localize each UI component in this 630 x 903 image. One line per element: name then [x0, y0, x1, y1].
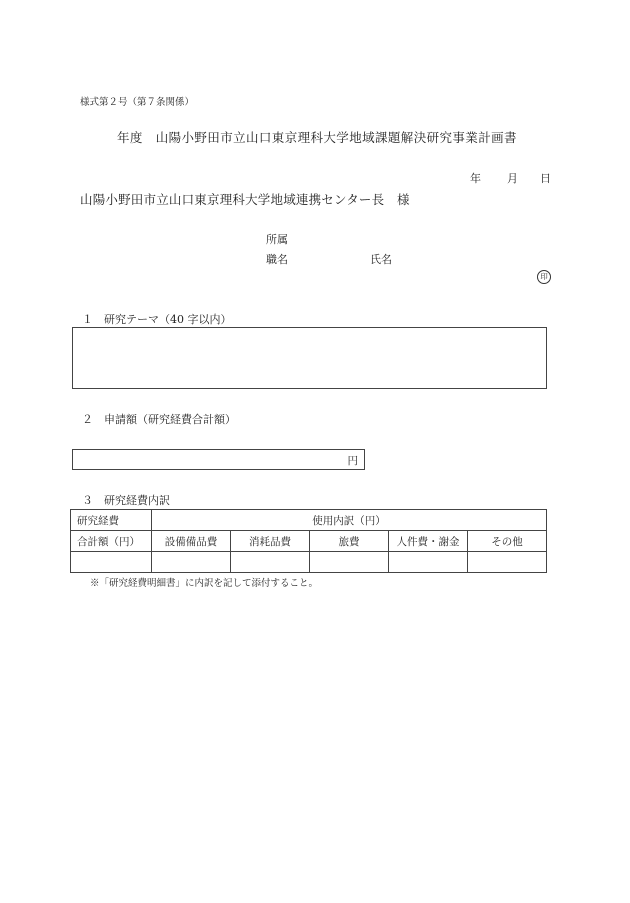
consumables-amount-cell[interactable] [231, 552, 310, 573]
column-equipment: 設備備品費 [152, 531, 231, 552]
breakdown-header: 使用内訳（円） [152, 510, 547, 531]
section-expense-breakdown-heading: ３ 研究経費内訳 [82, 494, 170, 507]
yen-unit-label: 円 [347, 455, 358, 467]
column-travel: 旅費 [310, 531, 389, 552]
column-personnel: 人件費・謝金 [389, 531, 468, 552]
section-requested-amount-heading: ２ 申請額（研究経費合計額） [82, 413, 236, 426]
research-theme-field[interactable] [72, 327, 547, 389]
total-header-line1: 研究経費 [71, 510, 152, 531]
equipment-amount-cell[interactable] [152, 552, 231, 573]
column-consumables: 消耗品費 [231, 531, 310, 552]
total-amount-cell[interactable] [71, 552, 152, 573]
affiliation-label: 所属 [266, 233, 288, 246]
date-month-label: 月 [507, 172, 518, 185]
seal-mark: 印 [537, 270, 551, 284]
expense-breakdown-table [70, 509, 547, 573]
name-label: 氏名 [370, 253, 392, 266]
total-header-line2: 合計額（円） [71, 531, 152, 552]
section-research-theme-heading: １ 研究テーマ（40 字以内） [82, 313, 232, 326]
position-label: 職名 [266, 253, 288, 266]
other-amount-cell[interactable] [468, 552, 547, 573]
date-year-label: 年 [470, 172, 481, 185]
travel-amount-cell[interactable] [310, 552, 389, 573]
addressee: 山陽小野田市立山口東京理科大学地域連携センター長 様 [80, 192, 410, 207]
column-other: その他 [468, 531, 547, 552]
requested-amount-field[interactable] [72, 449, 365, 470]
document-title: 年度 山陽小野田市立山口東京理科大学地域課題解決研究事業計画書 [117, 130, 517, 145]
attachment-note: ※「研究経費明細書」に内訳を記して添付すること。 [90, 578, 319, 589]
personnel-amount-cell[interactable] [389, 552, 468, 573]
form-number: 様式第２号（第７条関係） [80, 97, 195, 108]
date-day-label: 日 [540, 172, 551, 185]
